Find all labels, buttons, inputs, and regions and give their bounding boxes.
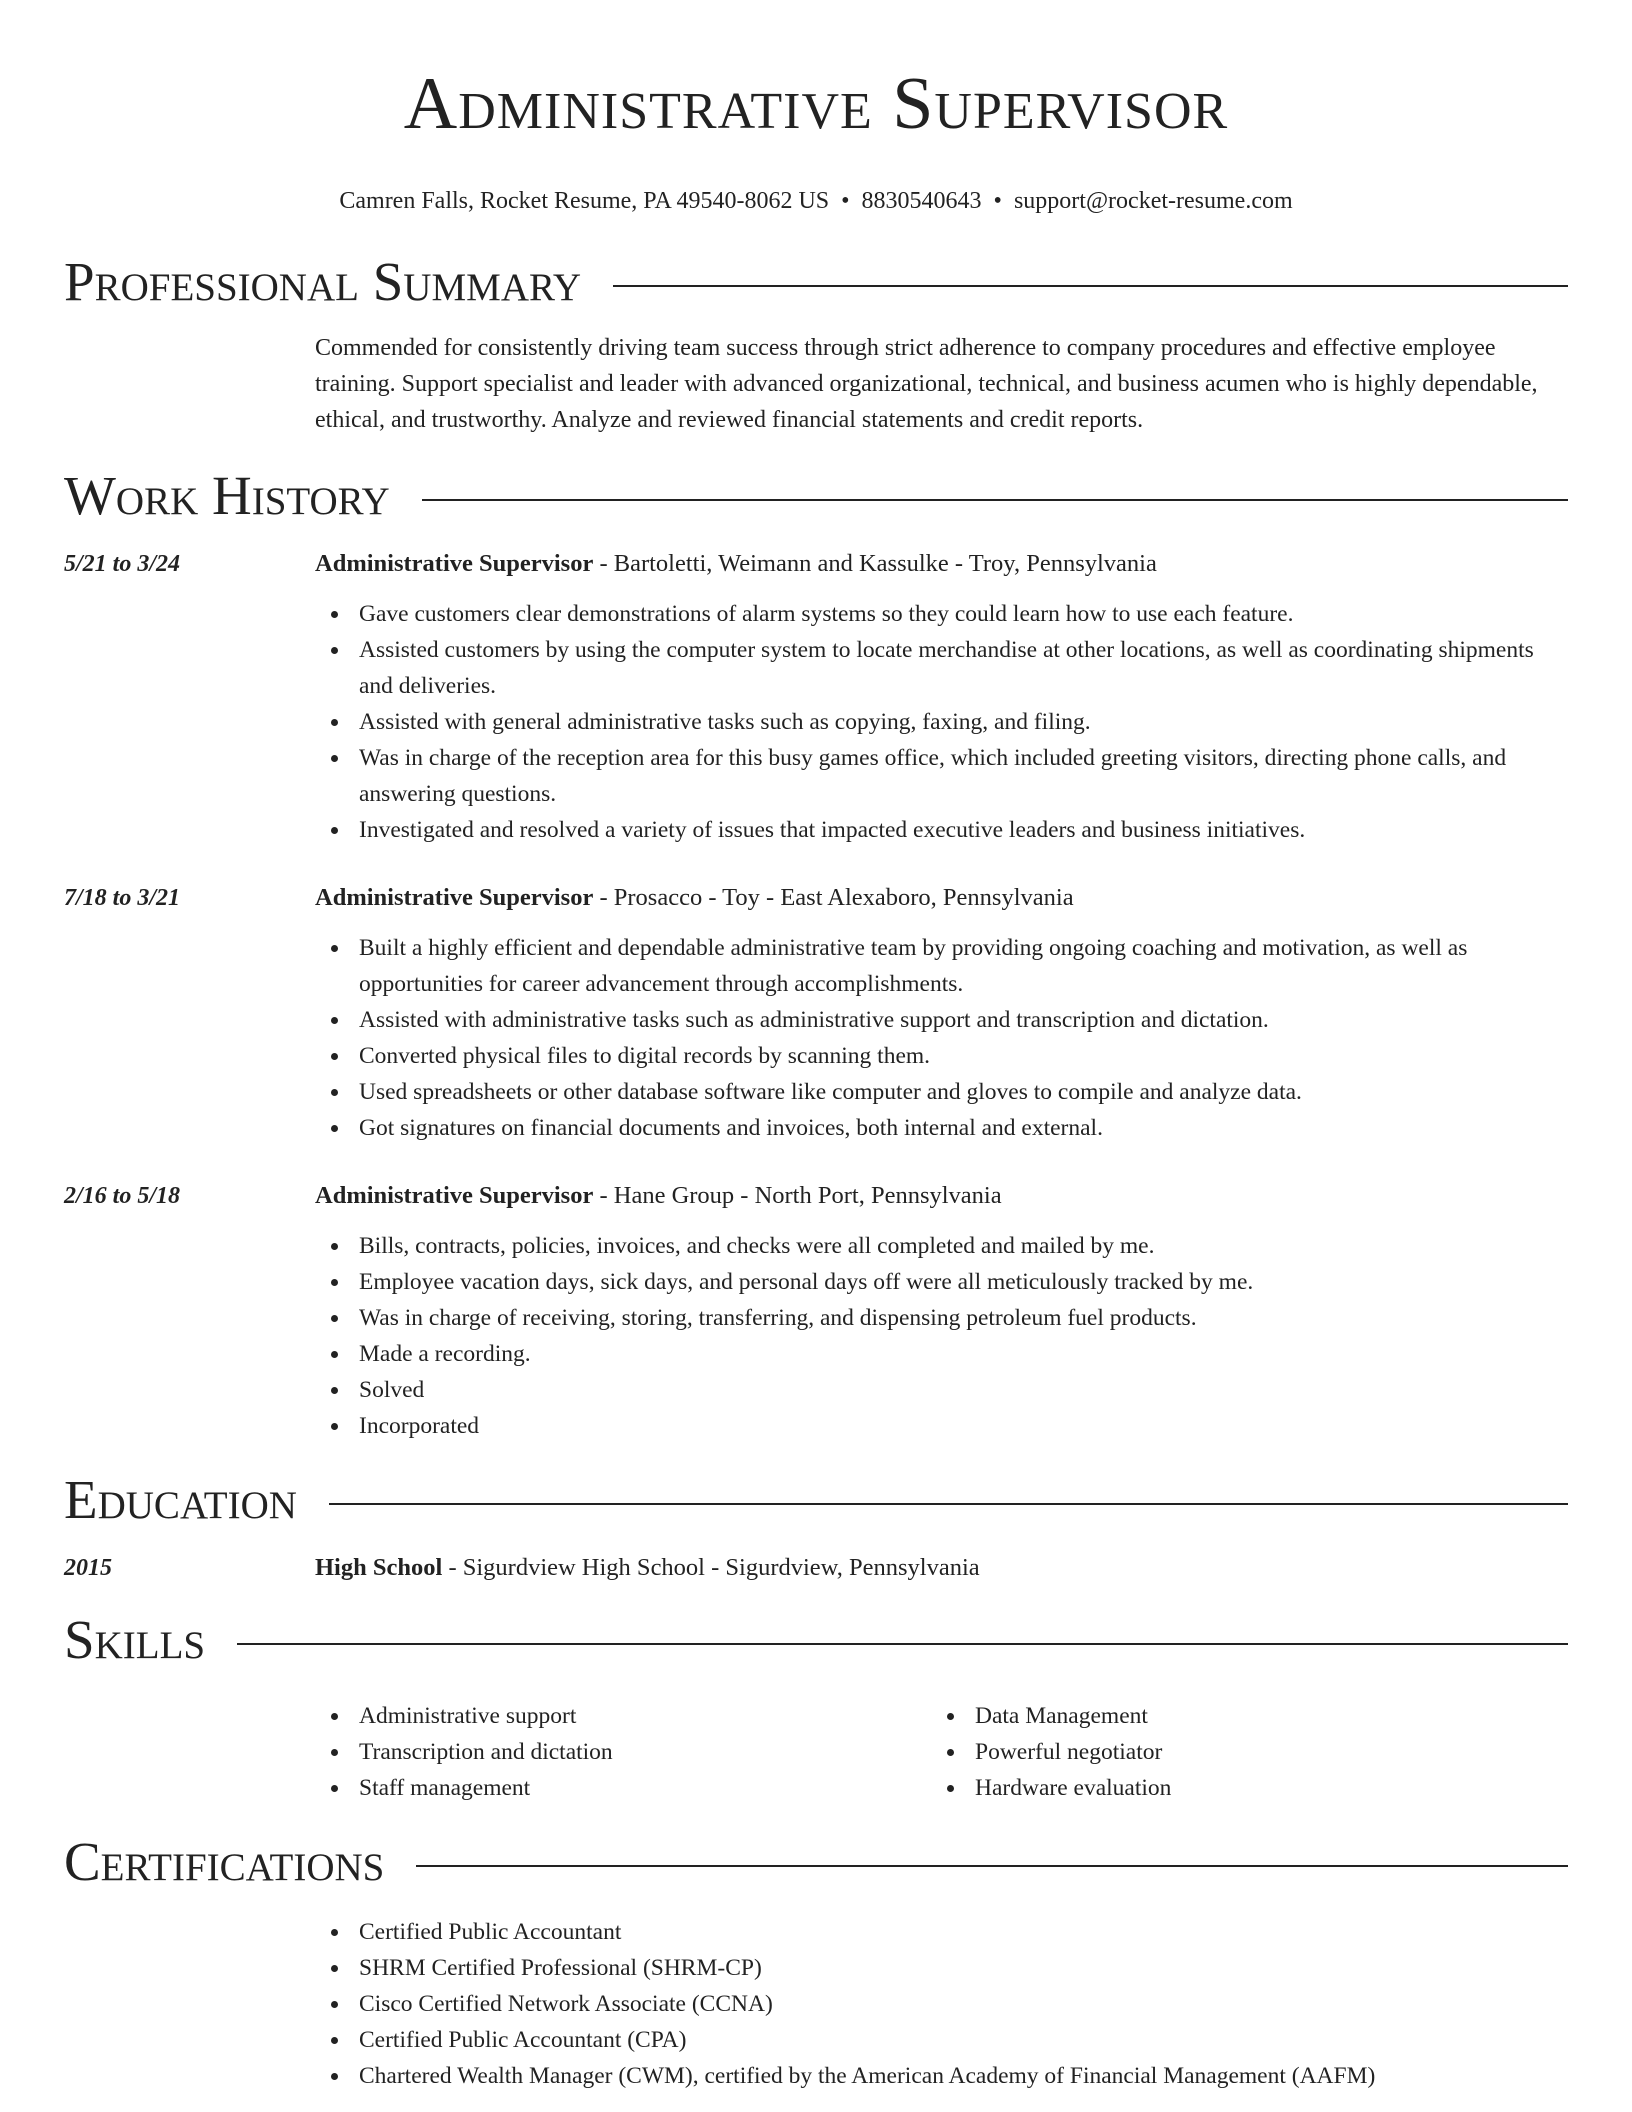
summary-text: Commended for consistently driving team success through strict adherence to company procedures and effective employee training. Support specialist and leader with advanced organizational, technical, and business acumen who is highly dependable, ethical, and trustworthy. Analyze and reviewed financial statements and credit reports.: [315, 335, 1538, 433]
section-title-certifications: Certifications: [64, 1831, 385, 1892]
section-header-skills: [64, 1610, 1568, 1670]
job-bullet: Gave customers clear demonstrations of alarm systems so they could learn how to use each feature.: [315, 596, 1568, 632]
skill-item: Transcription and dictation: [315, 1734, 931, 1770]
job-bullet: Was in charge of the reception area for this busy games office, which included greeting visitors, directing phone calls, and answering questions.: [315, 740, 1568, 812]
education-year: 2015: [64, 1555, 112, 1581]
skills-spacer: [64, 1670, 315, 1806]
job-bullet: Investigated and resolved a variety of issues that impacted executive leaders and business initiatives.: [315, 812, 1568, 848]
skill-item: Staff management: [315, 1770, 931, 1806]
skills-row: [64, 1670, 1568, 1806]
certification-item: SHRM Certified Professional (SHRM-CP): [315, 1950, 1568, 1986]
certifications-spacer: [64, 1914, 315, 2094]
job-bullet: Incorporated: [315, 1408, 1568, 1444]
contact-address: Camren Falls, Rocket Resume, PA 49540-8062 US: [339, 188, 830, 214]
contact-line: [64, 186, 1568, 216]
job-bullet: Used spreadsheets or other database software like computer and gloves to compile and analyze data.: [315, 1074, 1568, 1110]
section-header-work-history: [64, 466, 1568, 526]
contact-separator: •: [993, 188, 1002, 214]
section-divider: [237, 1643, 1568, 1645]
certification-item: Certified Public Accountant: [315, 1914, 1568, 1950]
job-bullet: Was in charge of receiving, storing, transferring, and dispensing petroleum fuel products.: [315, 1300, 1568, 1336]
job-bullet: Employee vacation days, sick days, and personal days off were all meticulously tracked by me.: [315, 1264, 1568, 1300]
job-entry: [64, 548, 1568, 848]
contact-phone: 8830540643: [861, 188, 982, 214]
job-employer: - Bartoletti, Weimann and Kassulke - Troy, Pennsylvania: [593, 550, 1157, 577]
job-body: [315, 1180, 1568, 1444]
certifications-row: [64, 1914, 1568, 2094]
education-school: - Sigurdview High School - Sigurdview, Pennsylvania: [442, 1554, 980, 1581]
job-dates: 7/18 to 3/21: [64, 885, 181, 911]
job-bullet: Solved: [315, 1372, 1568, 1408]
job-dates: 2/16 to 5/18: [64, 1183, 181, 1209]
section-header-certifications: [64, 1832, 1568, 1892]
work-history-list: [64, 548, 1568, 1444]
job-header: [315, 548, 1568, 580]
section-divider: [416, 1865, 1568, 1867]
job-employer: - Hane Group - North Port, Pennsylvania: [593, 1182, 1002, 1209]
skill-item: Data Management: [931, 1698, 1547, 1734]
section-title-education: Education: [64, 1469, 297, 1530]
section-divider: [613, 285, 1568, 287]
job-bullet: Bills, contracts, policies, invoices, and checks were all completed and mailed by me.: [315, 1228, 1568, 1264]
section-title-summary: Professional Summary: [64, 251, 582, 312]
job-role: Administrative Supervisor: [315, 884, 594, 911]
job-bullet: Converted physical files to digital records by scanning them.: [315, 1038, 1568, 1074]
section-header-summary: [64, 252, 1568, 312]
job-dates: 5/21 to 3/24: [64, 551, 181, 577]
education-entry: [64, 1552, 1568, 1584]
skills-list-left: [315, 1698, 931, 1806]
job-entry: [64, 882, 1568, 1146]
job-bullet: Got signatures on financial documents and invoices, both internal and external.: [315, 1110, 1568, 1146]
skill-item: Powerful negotiator: [931, 1734, 1547, 1770]
job-body: [315, 882, 1568, 1146]
certifications-list: [315, 1914, 1568, 2094]
contact-email: support@rocket-resume.com: [1013, 188, 1293, 214]
certification-item: Certified Public Accountant (CPA): [315, 2022, 1568, 2058]
education-degree: High School: [315, 1554, 443, 1581]
skill-item: Hardware evaluation: [931, 1770, 1547, 1806]
contact-separator: •: [841, 188, 850, 214]
section-divider: [329, 1503, 1568, 1505]
summary-spacer: [64, 330, 315, 438]
job-entry: [64, 1180, 1568, 1444]
job-header: [315, 1180, 1568, 1212]
certification-item: Cisco Certified Network Associate (CCNA): [315, 1986, 1568, 2022]
job-bullets: [315, 596, 1568, 848]
certification-item: Chartered Wealth Manager (CWM), certified by the American Academy of Financial Management (AAFM): [315, 2058, 1568, 2094]
summary-row: [64, 330, 1568, 438]
job-header: [315, 882, 1568, 914]
resume-title: Administrative Supervisor: [403, 63, 1229, 145]
section-title-work-history: Work History: [64, 465, 390, 526]
job-bullets: [315, 930, 1568, 1146]
skills-grid: [315, 1698, 1568, 1806]
job-bullet: Assisted with administrative tasks such as administrative support and transcription and dictation.: [315, 1002, 1568, 1038]
job-employer: - Prosacco - Toy - East Alexaboro, Pennsylvania: [593, 884, 1074, 911]
education-details: [315, 1552, 1568, 1584]
job-bullets: [315, 1228, 1568, 1444]
job-bullet: Assisted customers by using the computer system to locate merchandise at other locations, as well as coordinating shipments and deliveries.: [315, 632, 1568, 704]
job-bullet: Made a recording.: [315, 1336, 1568, 1372]
section-header-education: [64, 1470, 1568, 1530]
section-title-skills: Skills: [64, 1609, 206, 1670]
skills-list-right: [931, 1698, 1547, 1806]
job-bullet: Assisted with general administrative tasks such as copying, faxing, and filing.: [315, 704, 1568, 740]
job-role: Administrative Supervisor: [315, 1182, 594, 1209]
skill-item: Administrative support: [315, 1698, 931, 1734]
job-role: Administrative Supervisor: [315, 550, 594, 577]
section-divider: [422, 499, 1568, 501]
job-body: [315, 548, 1568, 848]
job-bullet: Built a highly efficient and dependable administrative team by providing ongoing coaching and motivation, as well as opportunities for career advancement through accomplishments.: [315, 930, 1568, 1002]
